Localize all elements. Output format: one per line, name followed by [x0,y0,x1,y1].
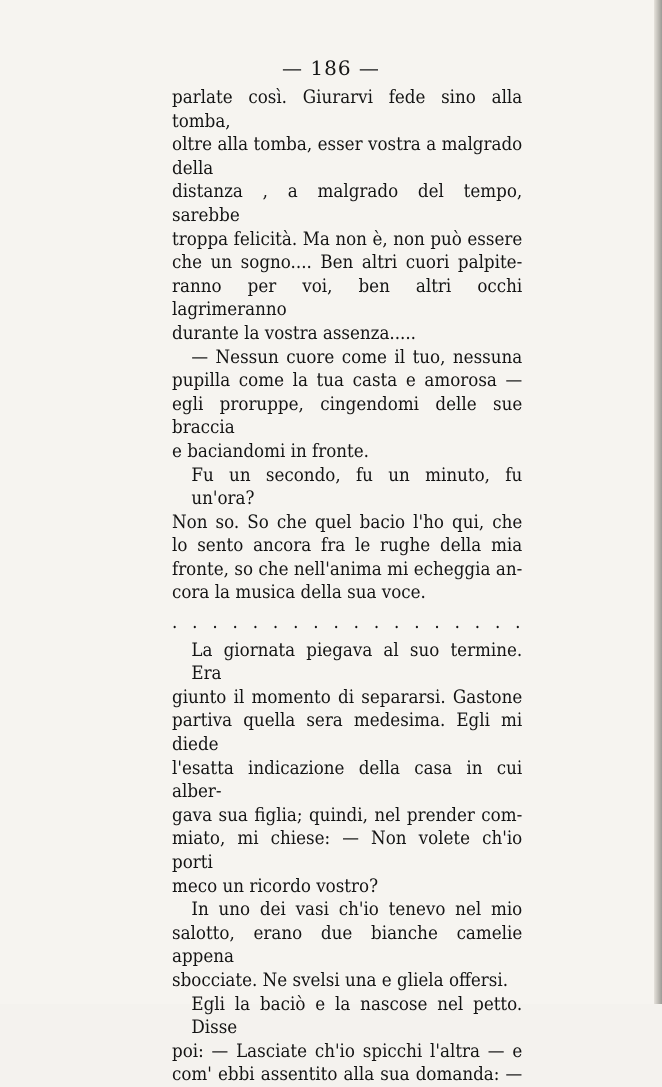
text-line: distanza , a malgrado del tempo, sarebbe [172,180,523,226]
text-line: poi: — Lasciate ch'io spicchi l'altra — e [172,1039,523,1062]
text-line: sbocciate. Ne svelsi una e gliela offersi. [172,968,509,991]
text-line: che un sogno.... Ben altri cuori palpite- [172,251,523,274]
text-line: durante la vostra assenza..... [172,321,416,344]
text-line: troppa felicità. Ma non è, non può essere [172,227,523,250]
text-line: Non so. So che quel bacio l'ho qui, che [172,510,523,533]
text-line: oltre alla tomba, esser vostra a malgrado della [172,133,523,179]
text-line: fronte, so che nell'anima mi echeggia an- [172,557,523,580]
text-line: cora la musica della sua voce. [172,581,426,604]
page-number: — 186 — [282,56,380,80]
text-line: egli proruppe, cingendomi delle sue braccia [172,392,523,439]
text-line: — Nessun cuore come il tuo, nessuna [191,345,523,368]
text-line: meco un ricordo vostro? [172,874,379,897]
text-line: com' ebbi assentito alla sua domanda: — [172,1063,523,1086]
text-line: ranno per voi, ben altri occhi lagrimeranno [172,274,523,321]
text-line: La giornata piegava al suo termine. Era [191,638,523,685]
text-line: giunto il momento di separarsi. Gastone [172,685,523,708]
text-line: Egli la baciò e la nascose nel petto. Disse [191,992,523,1039]
text-line: gava sua figlia; quindi, nel prender com- [172,803,523,826]
text-line: l'esatta indicazione della casa in cui alber- [172,756,523,803]
body-text [172,86,522,1087]
text-line: e baciandomi in fronte. [172,439,369,462]
text-line: pupilla come la tua casta e amorosa — [172,369,523,392]
text-line: partiva quella sera medesima. Egli mi diede [172,709,523,756]
text-line: parlate così. Giurarvi fede sino alla tomba, [172,86,523,132]
page-edge-shadow [654,0,662,1004]
text-line: miato, mi chiese: — Non volete ch'io porti [172,827,523,873]
text-line: salotto, erano due bianche camelie appena [172,921,523,968]
text-line: lo sento ancora fra le rughe della mia [172,534,523,557]
text-line: Fu un secondo, fu un minuto, fu un'ora? [191,463,523,510]
section-break-dots: . . . . . . . . . . . . . . . . . . [172,611,523,634]
text-line: In uno dei vasi ch'io tenevo nel mio [191,898,523,921]
